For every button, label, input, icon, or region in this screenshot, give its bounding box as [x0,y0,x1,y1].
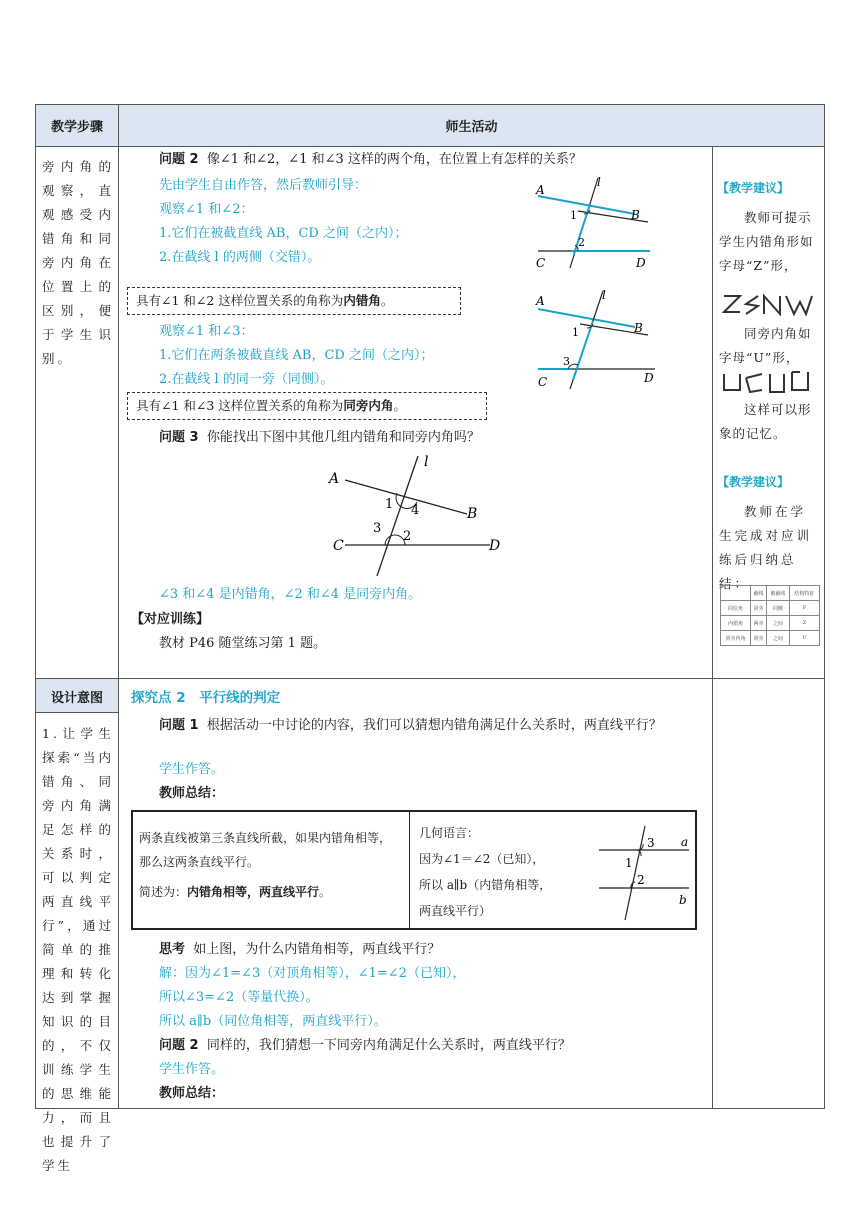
s2-q1-label: 问题 1 [159,718,199,733]
s2-summary-label: 教师总结： [159,786,225,801]
s2-q1 [131,714,709,737]
s2-q1-text: 根据活动一中讨论的内容，我们可以猜想内错角满足什么关系时，两直线平行？ [206,718,662,733]
label-A: A [536,294,545,308]
tip1-text3: 这样可以形象的记忆。 [719,402,812,441]
think-label: 思考 [159,942,186,957]
tip1-title: 【教学建议】 [717,181,790,195]
mini-cell: 同位角 [721,601,751,616]
figure-parallel [595,822,695,922]
label-l: l [597,175,601,189]
summary-box [131,810,697,930]
label-1: 1 [570,209,577,222]
s2-q1-answer: 学生作答。 [159,762,225,777]
table-border [824,104,825,1109]
label-C: C [333,538,344,554]
label-D: D [636,256,646,270]
figure-alternate-angles [530,172,660,272]
label-l: l [602,288,606,302]
label-A: A [536,183,545,197]
mini-cell: 截线 [751,586,767,601]
col2-header: 师生活动 [445,120,498,135]
left-bottom-text: 1.让学生探索“当内错角、同旁内角满足怎样的关系时，可以判定两直线平行”，通过简单的推理和转化达到掌握知识的目的，不仅训练学生的思维能力，而且也提升了学生 [42,726,114,1173]
q3-label: 问题 3 [159,430,199,445]
q3-text: 你能找出下图中其他几组内错角和同旁内角吗？ [206,430,480,445]
geo-line-3: 两直线平行） [419,904,492,918]
observe12: 观察∠1 和∠2： [159,202,254,217]
label-B: B [467,506,478,522]
mini-cell: 之间 [766,631,789,646]
summary-box-divider [409,812,410,928]
mini-cell: 之间 [766,616,789,631]
s2-summary2-label: 教师总结： [159,1086,225,1101]
box-left-text: 两条直线被第三条直线所截，如果内错角相等，那么这两条直线平行。 [139,831,392,869]
label-l: l [424,454,429,470]
fig4-label-a: a [681,835,689,849]
q3-line [159,426,480,450]
guide-text: 先由学生自由作答，然后教师引导： [159,178,368,193]
z-shapes-icon [720,290,816,318]
mini-cell: 结构特征 [789,586,819,601]
label-1: 1 [572,326,579,339]
label-B: B [631,208,640,222]
label-4: 4 [411,503,420,518]
practice-text: 教材 P46 随堂练习第 1 题。 [159,636,327,651]
mini-cell: 同旁 [751,601,767,616]
q2-line [159,148,582,172]
table-border [35,712,118,713]
table-border [35,104,36,1109]
box2-suffix: 。 [393,398,406,413]
label-B: B [634,321,643,335]
col1-header: 教学步骤 [50,120,103,135]
summary-mini-table [720,585,820,646]
table-border [35,1108,824,1109]
tip2-text: 教师在学生完成对应训练后归纳总结： [719,504,813,591]
label-2: 2 [403,529,412,544]
tip2-title: 【教学建议】 [717,475,790,489]
geo-line-2: 所以 a∥b（内错角相等， [419,878,552,892]
label-D: D [489,538,501,554]
mini-cell: 同旁 [751,631,767,646]
table-border [35,146,824,147]
table-border [712,146,713,1109]
figure-all-angles [325,450,515,580]
obs12-2: 2.在截线 l 的两侧（交错）。 [159,250,321,265]
geo-title: 几何语言： [419,826,480,840]
mini-cell: 内错角 [721,616,751,631]
design-label: 设计意图 [50,691,103,706]
box1-suffix: 。 [380,293,394,308]
solution-1: 解：因为∠1=∠3（对顶角相等），∠1=∠2（已知）， [159,966,466,981]
table-border [118,104,119,1109]
line-ab [538,309,635,327]
box1-prefix: 具有∠1 和∠2 这样位置关系的角称为 [136,293,344,308]
obs13-1: 1.它们在两条被截直线 AB，CD 之间（之内）； [159,348,434,363]
q2-label: 问题 2 [159,152,199,167]
box-left-summary [139,880,401,904]
solution-3: 所以 a∥b（同位角相等，两直线平行）。 [159,1014,387,1029]
think-line [159,938,440,962]
practice-title: 【对应训练】 [131,612,210,627]
mini-cell: 同旁内角 [721,631,751,646]
s2-q2 [159,1034,571,1058]
geo-lang [419,820,551,924]
tip1-text2: 同旁内角如字母“U”形， [719,326,812,365]
box2-term: 同旁内角 [343,398,394,413]
label-3: 3 [373,521,382,536]
mini-cell [721,586,751,601]
left-top-text: 旁内角的观察，直观感受内错角和同旁内角在位置上的区别，便于学生识别。 [42,159,114,366]
label-1: 1 [385,497,394,512]
label-D: D [644,371,654,385]
box-left-term: 内错角相等，两直线平行 [187,885,320,899]
fig4-label-3: 3 [647,836,655,850]
definition-box-1 [127,287,461,315]
box-left-prefix: 简述为： [139,885,188,899]
s2-q2-label: 问题 2 [159,1038,199,1053]
obs13-2: 2.在截线 l 的同一旁（同侧）。 [159,372,334,387]
s2-q2-text: 同样的，我们猜想一下同旁内角满足什么关系时，两直线平行？ [206,1038,571,1053]
label-C: C [538,375,548,389]
fig4-label-b: b [679,893,687,907]
label-A: A [329,471,340,487]
mini-cell: F [789,601,819,616]
geo-line-1: 因为∠1＝∠2（已知）， [419,852,545,866]
fig4-label-2: 2 [637,873,645,887]
label-C: C [536,256,546,270]
u-shapes-icon [720,368,816,396]
line-ab [538,196,635,214]
q3-answer: ∠3 和∠4 是内错角，∠2 和∠4 是同旁内角。 [159,587,422,602]
mini-cell: U [789,631,819,646]
obs12-1: 1.它们在被截直线 AB，CD 之间（之内）； [159,226,408,241]
box1-term: 内错角 [343,293,381,308]
box-left-suffix: 。 [319,885,332,899]
box2-prefix: 具有∠1 和∠3 这样位置关系的角称为 [136,398,344,413]
mini-cell: Z [789,616,819,631]
section2-title: 探究点 2 平行线的判定 [131,690,281,706]
table-border [35,104,824,105]
tip1-text1: 教师可提示学生内错角形如字母“Z”形， [719,210,814,273]
solution-2: 所以∠3=∠2（等量代换）。 [159,990,319,1005]
figure-interior-angles [530,285,670,390]
label-3: 3 [563,355,570,368]
mini-cell: 两旁 [751,616,767,631]
mini-cell: 同侧 [766,601,789,616]
mini-cell: 被截线 [766,586,789,601]
fig4-label-1: 1 [625,856,633,870]
observe13: 观察∠1 和∠3： [159,324,254,339]
s2-q2-answer: 学生作答。 [159,1062,225,1077]
q2-text: 像∠1 和∠2，∠1 和∠3 这样的两个角，在位置上有怎样的关系？ [206,152,582,167]
table-border [35,678,824,679]
label-2: 2 [578,236,585,249]
think-text: 如上图，为什么内错角相等，两直线平行？ [193,942,441,957]
definition-box-2 [127,392,487,420]
